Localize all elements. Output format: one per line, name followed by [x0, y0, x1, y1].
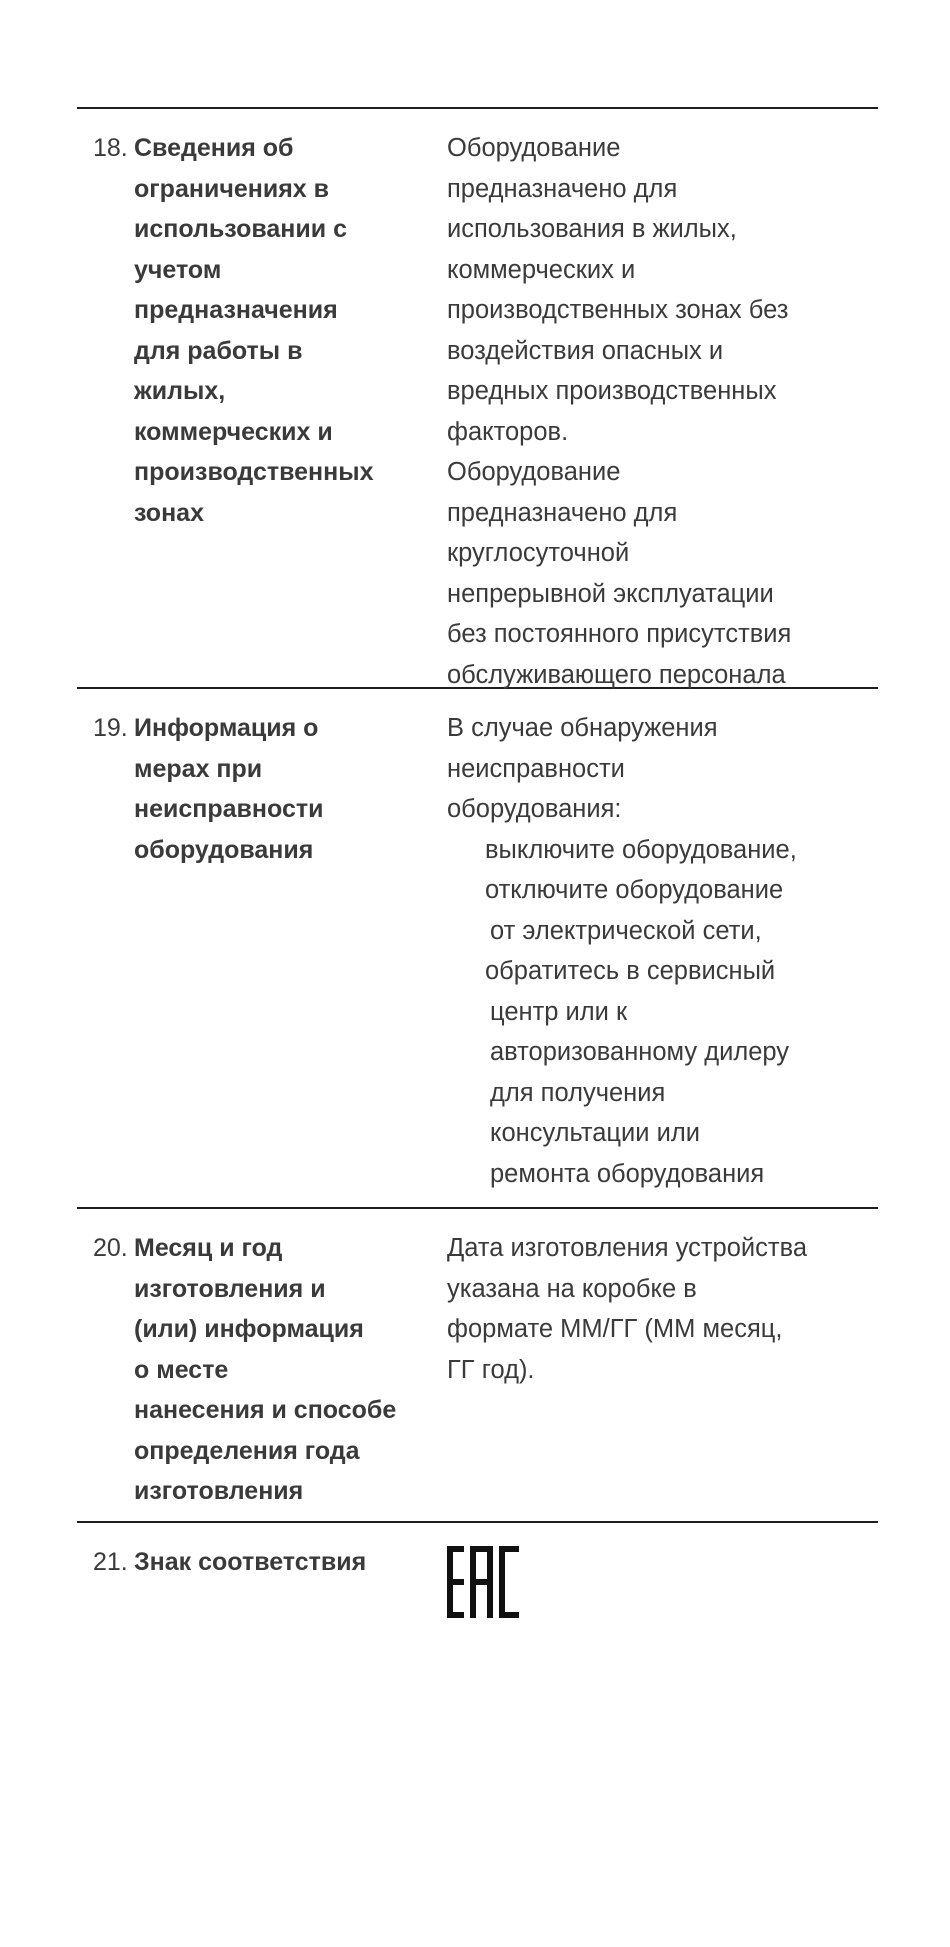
- label-line: использовании с: [134, 215, 347, 243]
- label-line: изготовления и: [134, 1274, 326, 1303]
- row-number: 18.: [93, 134, 128, 162]
- value-line: консультации или: [490, 1119, 700, 1147]
- row-value: [447, 708, 878, 1207]
- label-line: (или) информация: [134, 1315, 364, 1343]
- table-row: [77, 107, 878, 687]
- row-value: [447, 1542, 878, 1621]
- label-line: оборудования: [134, 835, 314, 864]
- row-number: 19.: [93, 714, 128, 742]
- label-line: Информация о: [134, 714, 319, 742]
- value-line: формате ММ/ГГ (ММ месяц,: [447, 1315, 783, 1343]
- row-value: [447, 1228, 878, 1521]
- value-line: от электрической сети,: [490, 916, 762, 945]
- label-line: мерах при: [134, 754, 263, 783]
- label-line: Сведения об: [134, 134, 294, 162]
- value-line: производственных зонах без: [447, 296, 789, 324]
- value-line: авторизованному дилеру: [490, 1038, 790, 1066]
- value-line: выключите оборудование,: [485, 835, 797, 864]
- value-line: ГГ год).: [447, 1355, 535, 1384]
- row-value: [447, 128, 878, 687]
- row-label: [134, 1542, 447, 1621]
- label-line: коммерческих и: [134, 417, 333, 446]
- value-line: коммерческих и: [447, 255, 636, 284]
- label-line: производственных: [134, 458, 374, 486]
- label-line: зонах: [134, 498, 204, 527]
- value-line: вредных производственных: [447, 377, 777, 405]
- value-line: Оборудование: [447, 134, 621, 162]
- label-line: неисправности: [134, 795, 324, 823]
- value-line: факторов.: [447, 417, 569, 446]
- table-row: [77, 1207, 878, 1521]
- label-line: Месяц и год: [134, 1234, 283, 1262]
- value-line: использования в жилых,: [447, 215, 737, 243]
- label-line: определения года: [134, 1436, 360, 1465]
- value-line: неисправности: [447, 754, 625, 783]
- value-line: непрерывной эксплуатации: [447, 579, 774, 608]
- value-line: центр или к: [490, 997, 628, 1026]
- value-line: круглосуточной: [447, 539, 630, 567]
- document-page: [77, 107, 878, 1621]
- value-line: оборудования:: [447, 795, 622, 823]
- label-line: жилых,: [134, 377, 226, 405]
- value-line: обслуживающего персонала: [447, 660, 786, 689]
- table-row: [77, 1521, 878, 1621]
- eac-mark-icon: [447, 1546, 519, 1618]
- value-line: отключите оборудование: [485, 876, 784, 904]
- value-line: Дата изготовления устройства: [447, 1234, 808, 1262]
- row-label: [134, 708, 447, 1207]
- value-line: воздействия опасных и: [447, 336, 724, 365]
- value-line: без постоянного присутствия: [447, 620, 792, 648]
- label-line: предназначения: [134, 296, 338, 324]
- label-line: о месте: [134, 1355, 229, 1384]
- value-line: указана на коробке в: [447, 1274, 697, 1303]
- value-line: Оборудование: [447, 458, 621, 486]
- label-line: ограничениях в: [134, 174, 330, 203]
- row-label: [134, 1228, 447, 1521]
- value-line: предназначено для: [447, 498, 678, 527]
- label-line: изготовления: [134, 1477, 304, 1505]
- label-line: для работы в: [134, 336, 303, 365]
- value-line: ремонта оборудования: [490, 1159, 765, 1188]
- label-line: Знак соответствия: [134, 1548, 367, 1576]
- value-line: предназначено для: [447, 174, 678, 203]
- label-line: учетом: [134, 255, 222, 284]
- row-label: [134, 128, 447, 687]
- row-number: 20.: [93, 1234, 128, 1262]
- table-row: [77, 687, 878, 1207]
- label-line: нанесения и способе: [134, 1396, 397, 1424]
- value-line: обратитесь в сервисный: [485, 957, 776, 985]
- value-line: В случае обнаружения: [447, 714, 718, 742]
- value-line: для получения: [490, 1078, 666, 1107]
- row-number: 21.: [93, 1548, 128, 1576]
